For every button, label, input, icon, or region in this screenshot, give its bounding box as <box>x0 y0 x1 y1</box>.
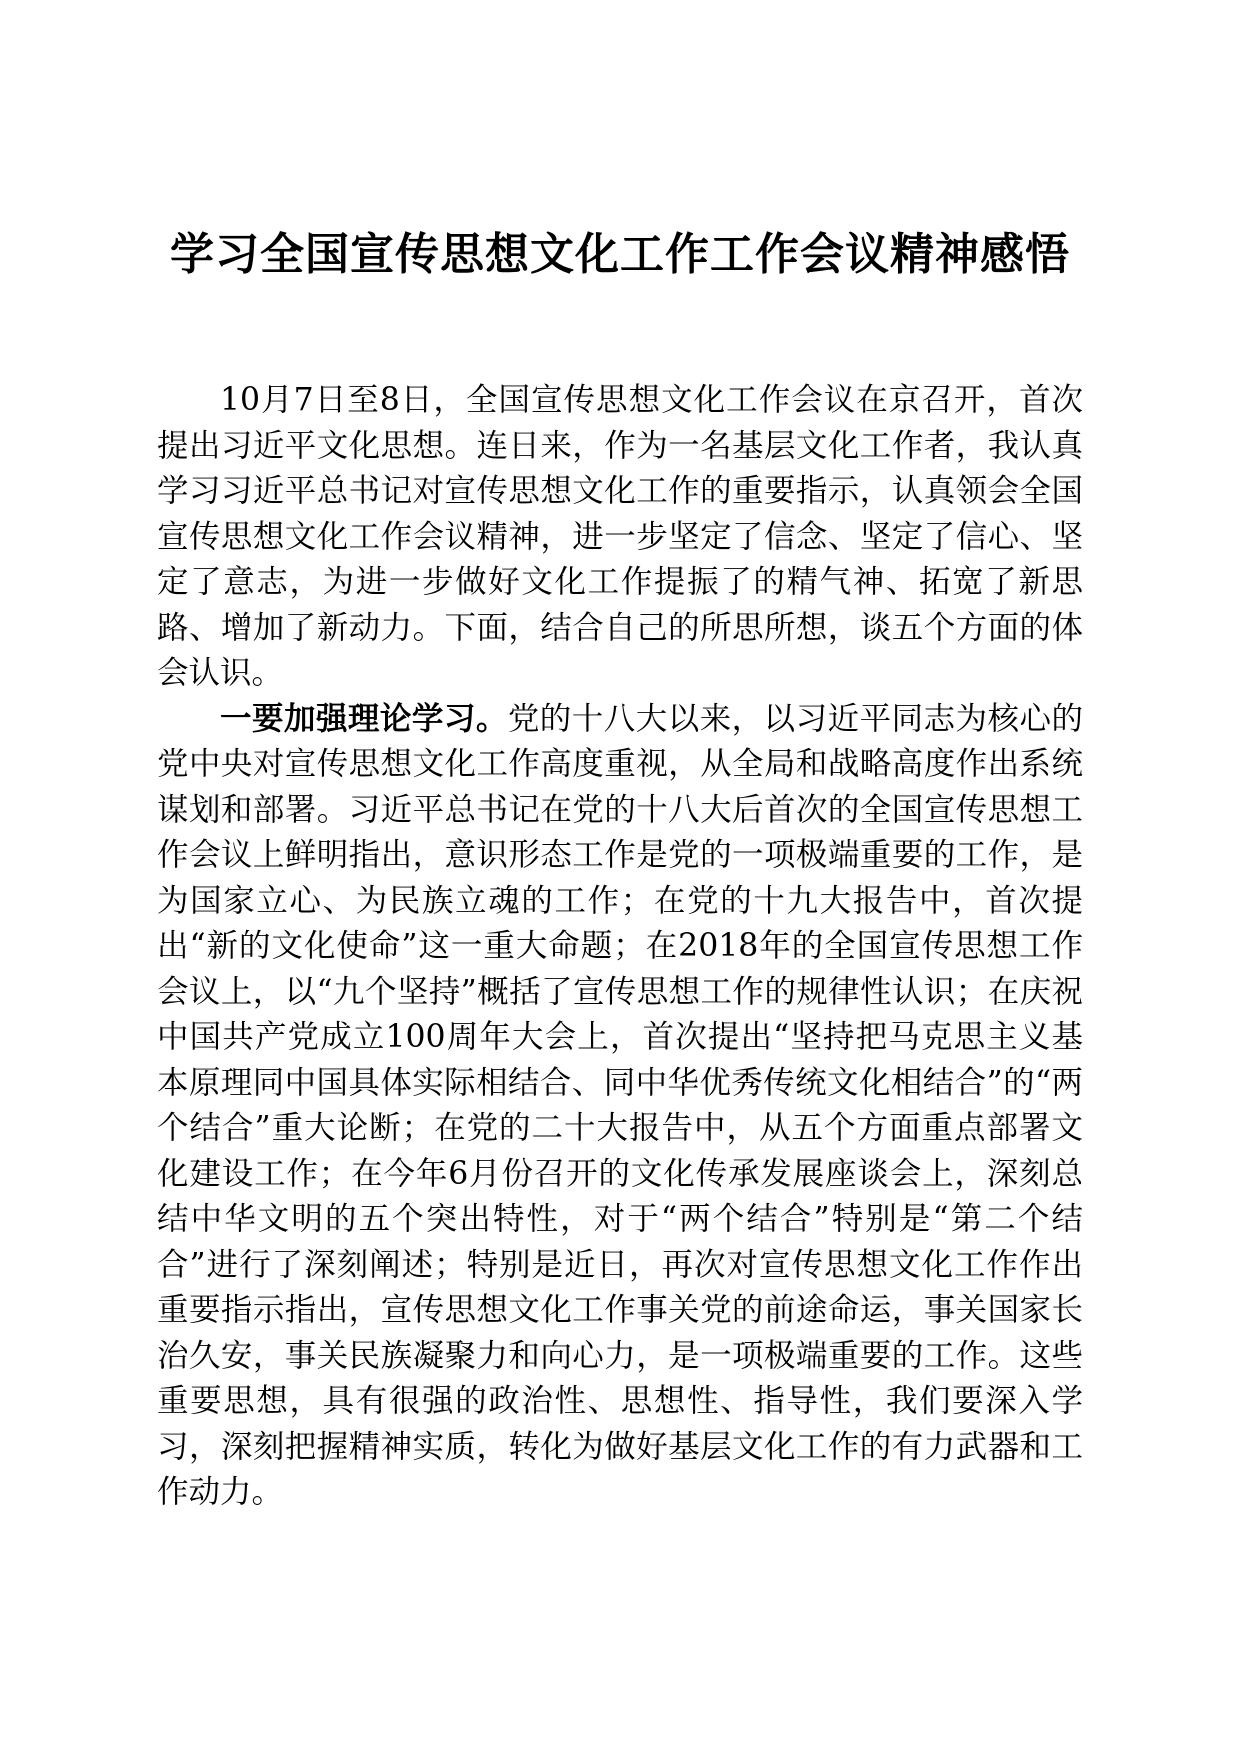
document-body <box>157 378 1083 1516</box>
paragraph-text: 党的十八大以来，以习近平同志为核心的党中央对宣传思想文化工作高度重视，从全局和战略高度作出系统谋划和部署。习近平总书记在党的十八大后首次的全国宣传思想工作会议上鲜明指出，意识形态工作是党的一项极端重要的工作，是为国家立心、为民族立魂的工作；在党的十九大报告中，首次提出“新的文化使命”这一重大命题；在2018年的全国宣传思想工作会议上，以“九个坚持”概括了宣传思想工作的规律性认识；在庆祝中国共产党成立100周年大会上，首次提出“坚持把马克思主义基本原理同中国具体实际相结合、同中华优秀传统文化相结合”的“两个结合”重大论断；在党的二十大报告中，从五个方面重点部署文化建设工作；在今年6月份召开的文化传承发展座谈会上，深刻总结中华文明的五个突出特性，对于“两个结合”特别是“第二个结合”进行了深刻阐述；特别是近日，再次对宣传思想文化工作作出重要指示指出，宣传思想文化工作事关党的前途命运，事关国家长治久安，事关民族凝聚力和向心力，是一项极端重要的工作。这些重要思想，具有很强的政治性、思想性、指导性，我们要深入学习，深刻把握精神实质，转化为做好基层文化工作的有力武器和工作动力。 <box>157 700 1083 1510</box>
paragraph-text: 10月7日至8日，全国宣传思想文化工作会议在京召开，首次提出习近平文化思想。连日来，作为一名基层文化工作者，我认真学习习近平总书记对宣传思想文化工作的重要指示，认真领会全国宣传思想文化工作会议精神，进一步坚定了信念、坚定了信心、坚定了意志，为进一步做好文化工作提振了的精气神、拓宽了新思路、增加了新动力。下面，结合自己的所思所想，谈五个方面的体会认识。 <box>157 382 1083 691</box>
paragraph-intro <box>157 378 1083 697</box>
paragraph-theory-study <box>157 697 1083 1516</box>
paragraph-lead: 一要加强理论学习。 <box>220 700 508 737</box>
document-title: 学习全国宣传思想文化工作工作会议精神感悟 <box>170 229 1070 280</box>
